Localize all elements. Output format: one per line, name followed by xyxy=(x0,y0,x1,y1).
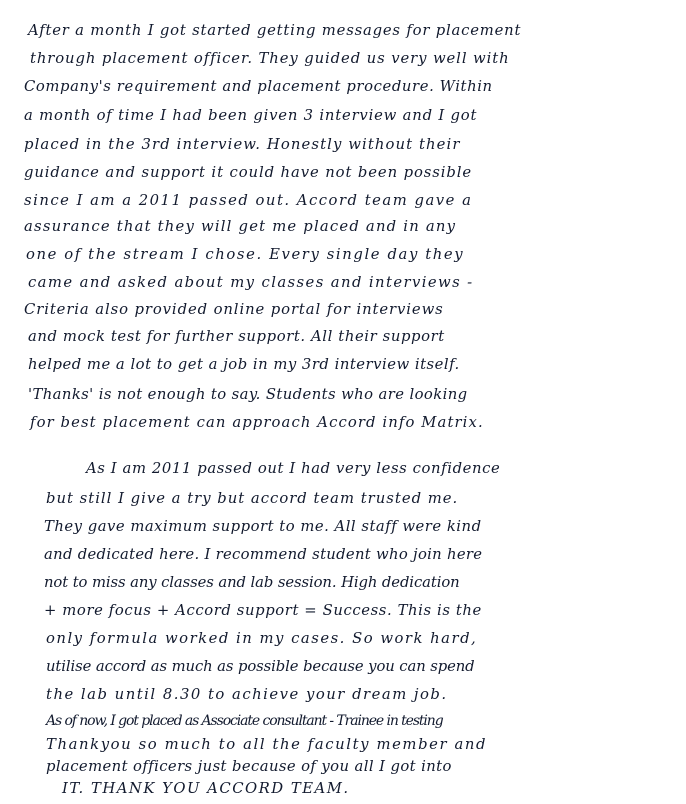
letter-line: placed in the 3rd interview. Honestly without their xyxy=(24,136,461,153)
letter-line: They gave maximum support to me. All staff were kind xyxy=(44,518,482,535)
letter-line: through placement officer. They guided us very well with xyxy=(30,50,510,67)
letter-line: came and asked about my classes and interviews - xyxy=(28,274,474,291)
letter-line: for best placement can approach Accord info Matrix. xyxy=(30,414,484,431)
letter-line: As of now, I got placed as Associate consultant - Trainee in testing xyxy=(46,713,443,729)
letter-line: + more focus + Accord support = Success. This is the xyxy=(44,602,482,619)
letter-line: helped me a lot to get a job in my 3rd interview itself. xyxy=(28,356,460,373)
letter-line: Thankyou so much to all the faculty member and xyxy=(46,736,488,753)
letter-line: Criteria also provided online portal for interviews xyxy=(24,301,444,318)
letter-line: one of the stream I chose. Every single day they xyxy=(26,246,465,263)
letter-line: guidance and support it could have not been possible xyxy=(24,164,473,181)
letter-line: IT. THANK YOU ACCORD TEAM. xyxy=(62,780,350,797)
letter-line: Company's requirement and placement procedure. Within xyxy=(24,78,493,95)
letter-line: not to miss any classes and lab session. High dedication xyxy=(44,574,460,591)
letter-line: As I am 2011 passed out I had very less confidence xyxy=(86,460,501,477)
letter-line: After a month I got started getting messages for placement xyxy=(28,22,522,39)
letter-line: 'Thanks' is not enough to say. Students who are looking xyxy=(28,386,468,403)
letter-line: since I am a 2011 passed out. Accord team gave a xyxy=(24,192,473,209)
letter-line: but still I give a try but accord team trusted me. xyxy=(46,490,459,507)
letter-line: and dedicated here. I recommend student who join here xyxy=(44,546,483,563)
letter-line: the lab until 8.30 to achieve your dream job. xyxy=(46,686,448,703)
letter-line: and mock test for further support. All their support xyxy=(28,328,445,345)
letter-line: utilise accord as much as possible because you can spend xyxy=(46,658,475,675)
letter-line: placement officers just because of you all I got into xyxy=(46,758,452,775)
letter-line: a month of time I had been given 3 interview and I got xyxy=(24,107,478,124)
letter-line: only formula worked in my cases. So work hard, xyxy=(46,630,478,647)
letter-line: assurance that they will get me placed and in any xyxy=(24,218,457,235)
